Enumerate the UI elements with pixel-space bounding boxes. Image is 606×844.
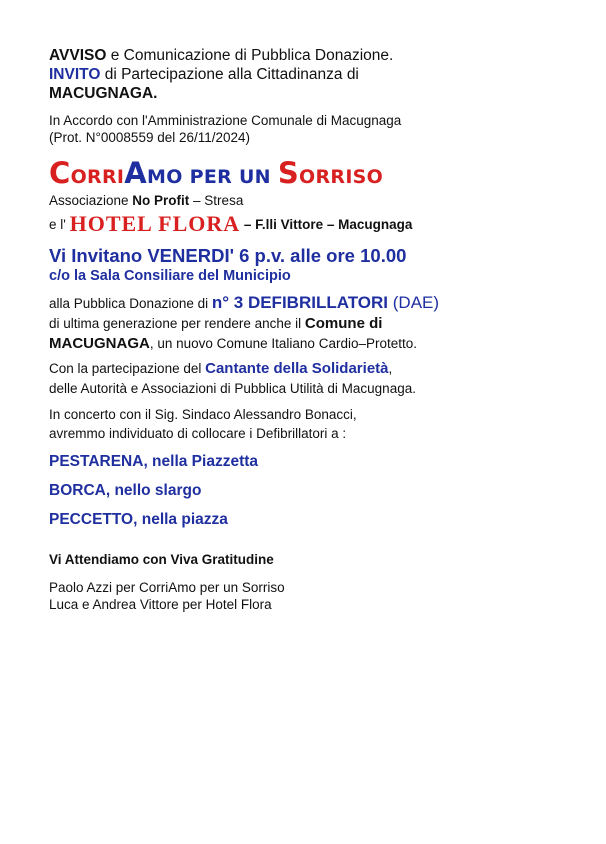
- title-cap-c: C: [49, 156, 71, 190]
- notice-document: [49, 46, 594, 613]
- comune-label: Comune di: [304, 315, 383, 332]
- town-name: MACUGNAGA.: [49, 85, 158, 102]
- event-title: [49, 156, 594, 190]
- hotel-prefix: e l': [49, 217, 70, 232]
- invite-date-line: Vi Invitano VENERDI' 6 p.v. alle ore 10.00: [49, 245, 407, 266]
- title-mo-per-un: MO PER UN: [147, 166, 278, 188]
- participation-line-2: delle Autorità e Associazioni di Pubblica Utilità di Macugnaga.: [49, 381, 416, 396]
- donation-line-3: [49, 334, 594, 354]
- title-cap-a: A: [124, 156, 148, 190]
- donation-line-2: [49, 314, 594, 334]
- association-line: [49, 192, 594, 210]
- participation-comma: ,: [388, 361, 393, 376]
- association-prefix: Associazione: [49, 193, 133, 208]
- participation-line-1: [49, 359, 594, 379]
- donation-line-1: [49, 293, 594, 314]
- avviso-rest: e Comunicazione di Pubblica Donazione.: [106, 47, 394, 64]
- invito-line: [49, 65, 594, 84]
- hotel-name: HOTEL FLORA: [69, 211, 241, 236]
- concert-line-2: avremmo individuato di collocare i Defibrillatori a :: [49, 426, 347, 441]
- defibrillator-count: n° 3 DEFIBRILLATORI: [211, 293, 389, 312]
- location-peccetto: PECCETTO, nella piazza: [49, 511, 228, 528]
- donation-text-3: , un nuovo Comune Italiano Cardio–Protetto.: [149, 336, 417, 351]
- avviso-line: [49, 46, 594, 65]
- hotel-suffix: – F.lli Vittore – Macugnaga: [240, 217, 413, 232]
- dae-label: (DAE): [388, 293, 440, 312]
- title-orri: ORRI: [70, 166, 125, 188]
- singer-label: Cantante della Solidarietà: [205, 360, 389, 377]
- signature-line-1: Paolo Azzi per CorriAmo per un Sorriso: [49, 580, 285, 595]
- signature-line-2: Luca e Andrea Vittore per Hotel Flora: [49, 597, 272, 612]
- donation-intro: alla Pubblica Donazione di: [49, 296, 212, 311]
- invito-rest: di Partecipazione alla Cittadinanza di: [100, 66, 359, 83]
- association-name: No Profit: [132, 193, 190, 208]
- closing-line: Vi Attendiamo con Viva Gratitudine: [49, 552, 274, 567]
- accordo-line-2: (Prot. N°0008559 del 26/11/2024): [49, 130, 251, 145]
- accordo-line-1: In Accordo con l'Amministrazione Comunale di Macugnaga: [49, 113, 402, 128]
- location-pestarena: PESTARENA, nella Piazzetta: [49, 453, 259, 470]
- association-suffix: – Stresa: [189, 193, 244, 208]
- invito-word: INVITO: [49, 66, 101, 83]
- participation-intro: Con la partecipazione del: [49, 361, 206, 376]
- donation-text-2: di ultima generazione per rendere anche il: [49, 316, 305, 331]
- invite-venue-line: c/o la Sala Consiliare del Municipio: [49, 268, 291, 284]
- title-cap-s: S: [277, 156, 299, 190]
- hotel-line: [49, 212, 594, 237]
- concert-line-1: In concerto con il Sig. Sindaco Alessandro Bonacci,: [49, 407, 357, 422]
- location-borca: BORCA, nello slargo: [49, 482, 202, 499]
- title-orriso: ORRISO: [299, 166, 384, 188]
- macugnaga-label: MACUGNAGA: [49, 335, 150, 352]
- avviso-word: AVVISO: [49, 47, 107, 64]
